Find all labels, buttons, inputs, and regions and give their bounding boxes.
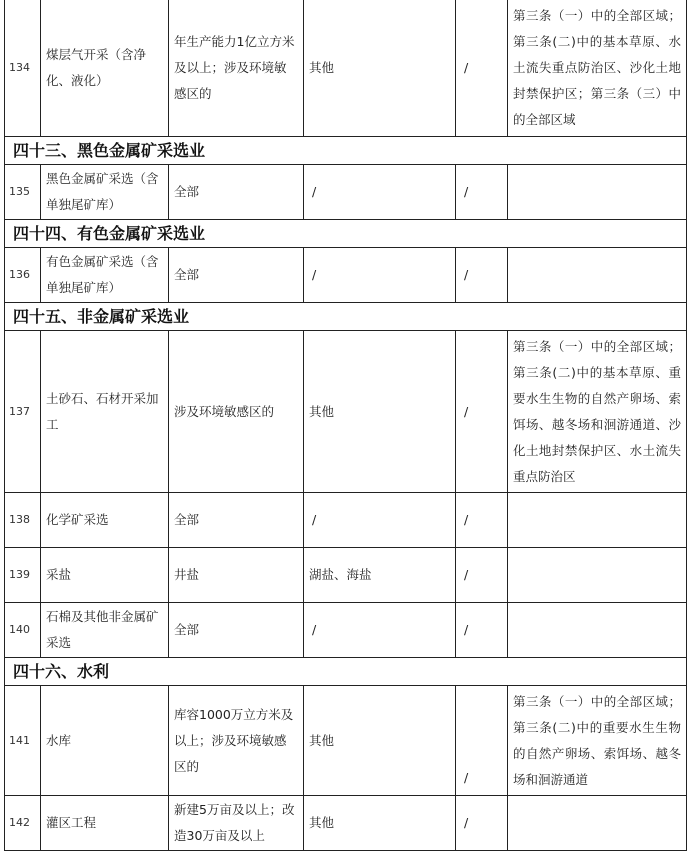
registration-form-criteria: / — [456, 248, 508, 303]
table-row — [5, 248, 687, 303]
sensitive-area-definition — [508, 548, 687, 603]
registration-form-criteria: / — [456, 686, 508, 796]
registration-form-criteria: / — [456, 796, 508, 851]
report-form-criteria: 湖盐、海盐 — [304, 548, 456, 603]
section-title: 四十四、有色金属矿采选业 — [5, 220, 687, 248]
section-title: 四十五、非金属矿采选业 — [5, 303, 687, 331]
row-number: 135 — [5, 165, 41, 220]
report-form-criteria: / — [304, 493, 456, 548]
section-header-row — [5, 658, 687, 686]
sensitive-area-definition — [508, 603, 687, 658]
registration-form-criteria: / — [456, 603, 508, 658]
report-form-criteria: 其他 — [304, 796, 456, 851]
section-title: 四十六、水利 — [5, 658, 687, 686]
report-book-criteria: 全部 — [169, 248, 304, 303]
sensitive-area-definition — [508, 493, 687, 548]
section-title: 四十三、黑色金属矿采选业 — [5, 137, 687, 165]
registration-form-criteria: / — [456, 493, 508, 548]
table-row — [5, 603, 687, 658]
sensitive-area-definition: 第三条（一）中的全部区域；第三条(二)中的基本草原、水土流失重点防治区、沙化土地封禁保护区；第三条（三）中的全部区域 — [508, 0, 687, 137]
report-book-criteria: 库容1000万立方米及以上；涉及环境敏感区的 — [169, 686, 304, 796]
report-book-criteria: 全部 — [169, 493, 304, 548]
environmental-assessment-table — [4, 0, 687, 851]
sensitive-area-definition — [508, 165, 687, 220]
row-number: 140 — [5, 603, 41, 658]
row-number: 139 — [5, 548, 41, 603]
sensitive-area-definition — [508, 248, 687, 303]
row-number: 137 — [5, 331, 41, 493]
registration-form-criteria: / — [456, 165, 508, 220]
sensitive-area-definition: 第三条（一）中的全部区域；第三条(二)中的基本草原、重要水生生物的自然产卵场、索饵场、越冬场和洄游通道、沙化土地封禁保护区、水土流失重点防治区 — [508, 331, 687, 493]
table-row — [5, 686, 687, 796]
report-book-criteria: 全部 — [169, 165, 304, 220]
section-header-row — [5, 303, 687, 331]
report-book-criteria: 全部 — [169, 603, 304, 658]
report-form-criteria: 其他 — [304, 331, 456, 493]
row-number: 141 — [5, 686, 41, 796]
project-category: 煤层气开采（含净化、液化） — [41, 0, 169, 137]
project-category: 有色金属矿采选（含单独尾矿库） — [41, 248, 169, 303]
row-number: 138 — [5, 493, 41, 548]
section-header-row — [5, 220, 687, 248]
report-form-criteria: 其他 — [304, 0, 456, 137]
project-category: 石棉及其他非金属矿采选 — [41, 603, 169, 658]
report-book-criteria: 年生产能力1亿立方米及以上；涉及环境敏感区的 — [169, 0, 304, 137]
table-row — [5, 493, 687, 548]
table-row — [5, 0, 687, 137]
report-form-criteria: / — [304, 603, 456, 658]
row-number: 142 — [5, 796, 41, 851]
table-row — [5, 331, 687, 493]
row-number: 134 — [5, 0, 41, 137]
row-number: 136 — [5, 248, 41, 303]
project-category: 水库 — [41, 686, 169, 796]
report-book-criteria: 新建5万亩及以上；改造30万亩及以上 — [169, 796, 304, 851]
table-row — [5, 796, 687, 851]
project-category: 土砂石、石材开采加工 — [41, 331, 169, 493]
project-category: 灌区工程 — [41, 796, 169, 851]
project-category: 化学矿采选 — [41, 493, 169, 548]
section-header-row — [5, 137, 687, 165]
table-row — [5, 165, 687, 220]
sensitive-area-definition: 第三条（一）中的全部区域；第三条(二)中的重要水生生物的自然产卵场、索饵场、越冬场和洄游通道 — [508, 686, 687, 796]
report-book-criteria: 井盐 — [169, 548, 304, 603]
registration-form-criteria: / — [456, 331, 508, 493]
registration-form-criteria: / — [456, 548, 508, 603]
report-form-criteria: / — [304, 165, 456, 220]
sensitive-area-definition — [508, 796, 687, 851]
project-category: 黑色金属矿采选（含单独尾矿库） — [41, 165, 169, 220]
report-form-criteria: 其他 — [304, 686, 456, 796]
registration-form-criteria: / — [456, 0, 508, 137]
table-row — [5, 548, 687, 603]
project-category: 采盐 — [41, 548, 169, 603]
report-book-criteria: 涉及环境敏感区的 — [169, 331, 304, 493]
report-form-criteria: / — [304, 248, 456, 303]
